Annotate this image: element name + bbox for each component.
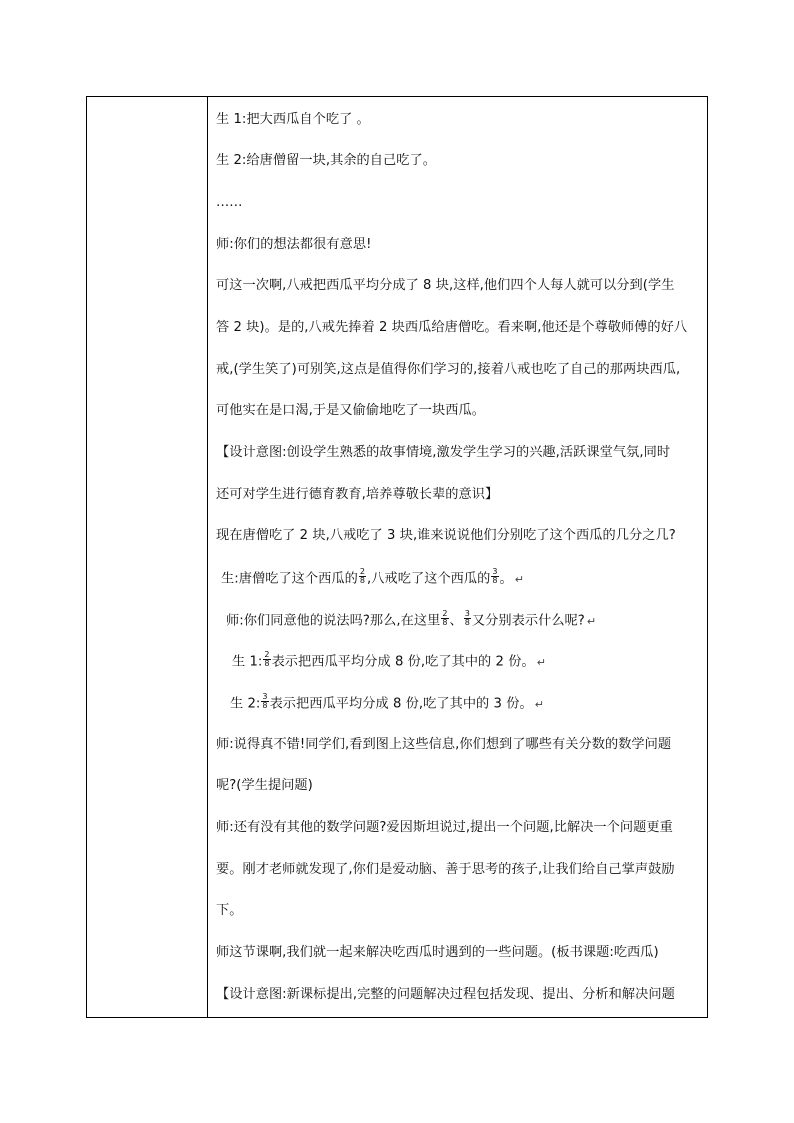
fraction-line <box>216 650 546 671</box>
text-line: 师这节课啊,我们就一起来解决吃西瓜时遇到的一些问题。(板书课题:吃西瓜) <box>216 945 659 960</box>
text-segment: ,八戒吃了这个西瓜的 <box>367 571 491 587</box>
text-line: 呢?(学生提问题) <box>216 778 313 793</box>
fraction-three-eighths: $\frac{3}{8}$ <box>492 567 498 585</box>
fraction-line <box>216 609 597 630</box>
design-intent-line: 【设计意图:创设学生熟悉的故事情境,激发学生学习的兴趣,活跃课堂气氛,同时 <box>216 445 671 460</box>
text-line: 要。刚才老师就发现了,你们是爱动脑、善于思考的孩子,让我们给自己掌声鼓励 <box>216 862 675 877</box>
text-segment: 生 2: <box>230 696 261 712</box>
return-mark-icon: ↵ <box>586 614 597 628</box>
text-line: 生 2:给唐僧留一块,其余的自己吃了。 <box>216 153 436 168</box>
text-line: …… <box>216 195 243 210</box>
table-frame <box>86 96 708 1018</box>
fraction-two-eighths: $\frac{2}{8}$ <box>442 609 448 627</box>
text-segment: 。 <box>499 571 513 587</box>
text-segment: 、 <box>449 613 463 629</box>
text-segment: 表示把西瓜平均分成 8 份,吃了其中的 3 份。 <box>269 696 533 712</box>
text-segment: 表示把西瓜平均分成 8 份,吃了其中的 2 份。 <box>271 654 535 670</box>
design-intent-line: 【设计意图:新课标提出,完整的问题解决过程包括发现、提出、分析和解决问题 <box>216 987 675 1002</box>
return-mark-icon: ↵ <box>536 655 546 669</box>
column-divider <box>207 96 208 1018</box>
return-mark-icon: ↵ <box>514 572 525 586</box>
text-line: 答 2 块)。是的,八戒先捧着 2 块西瓜给唐僧吃。看来啊,他还是个尊敬师傅的好八 <box>216 320 688 335</box>
text-line: 师:说得真不错!同学们,看到图上这些信息,你们想到了哪些有关分数的数学问题 <box>216 737 672 752</box>
text-line: 现在唐僧吃了 2 块,八戒吃了 3 块,谁来说说他们分别吃了这个西瓜的几分之几? <box>216 528 676 543</box>
text-line: 生 1:把大西瓜自个吃了 。 <box>216 112 370 127</box>
text-line: 师:你们的想法都很有意思! <box>216 237 372 252</box>
fraction-three-eighths: $\frac{3}{8}$ <box>262 692 268 710</box>
text-line: 师:还有没有其他的数学问题?爱因斯坦说过,提出一个问题,比解决一个问题更重 <box>216 820 673 835</box>
fraction-line <box>216 692 544 713</box>
fraction-line <box>216 567 525 588</box>
fraction-three-eighths: $\frac{3}{8}$ <box>464 609 470 627</box>
text-line: 下。 <box>216 903 243 918</box>
text-line: 可他实在是口渴,于是又偷偷地吃了一块西瓜。 <box>216 403 485 418</box>
fraction-two-eighths: $\frac{2}{8}$ <box>264 650 270 668</box>
text-segment: 生:唐僧吃了这个西瓜的 <box>221 571 358 587</box>
text-line: 可这一次啊,八戒把西瓜平均分成了 8 块,这样,他们四个人每人就可以分到(学生 <box>216 278 675 293</box>
return-mark-icon: ↵ <box>534 697 544 711</box>
fraction-two-eighths: $\frac{2}{8}$ <box>359 567 366 585</box>
text-segment: 又分别表示什么呢? <box>471 613 585 629</box>
text-segment: 生 1: <box>232 654 263 670</box>
text-segment: 师:你们同意他的说法吗?那么,在这里 <box>226 613 441 629</box>
text-line: 戒,(学生笑了)可别笑,这点是值得你们学习的,接着八戒也吃了自己的那两块西瓜, <box>216 362 681 377</box>
design-intent-line: 还可对学生进行德育教育,培养尊敬长辈的意识】 <box>216 487 499 502</box>
